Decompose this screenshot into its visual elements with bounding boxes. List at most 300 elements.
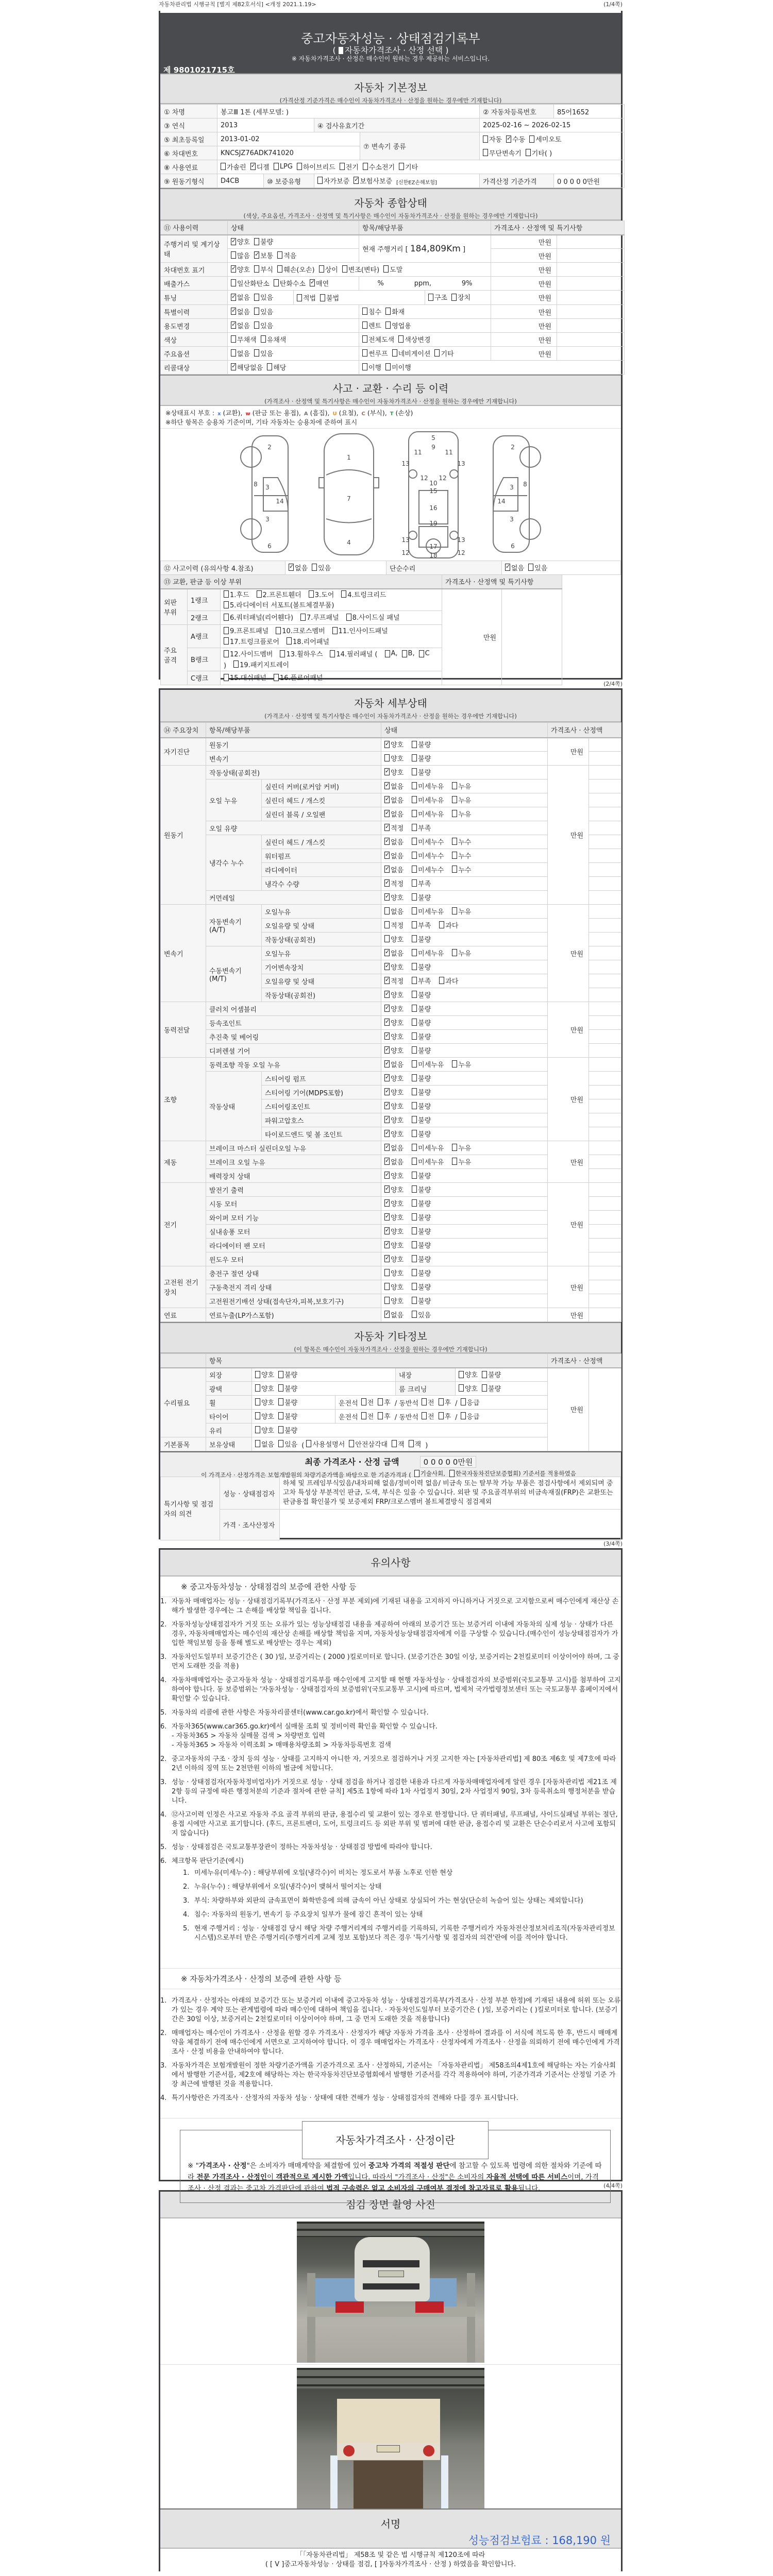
price-note[interactable] — [589, 1308, 621, 1322]
checkbox-option[interactable] — [452, 865, 471, 874]
price-note[interactable] — [557, 235, 625, 249]
price-note[interactable] — [589, 1155, 621, 1169]
checkbox-option[interactable] — [384, 1282, 404, 1292]
checkbox-option[interactable] — [254, 236, 273, 246]
checkbox-option[interactable] — [349, 1439, 388, 1449]
checkbox-option[interactable] — [384, 1045, 404, 1055]
checkbox-option[interactable] — [482, 1383, 501, 1393]
checkbox-option[interactable] — [231, 278, 270, 288]
checkbox-option[interactable] — [384, 1059, 404, 1069]
item-text: 특기사항란은 가격조사 · 산정자의 자동차 성능 · 상태에 대한 견해가 성능 · 상태점검자의 견해와 다를 경우 표시합니다. — [172, 2094, 518, 2102]
checkbox-label: 불량 — [418, 936, 431, 944]
checkbox-option[interactable] — [412, 1101, 431, 1111]
checkbox-option[interactable] — [384, 878, 404, 888]
price-note[interactable] — [589, 933, 621, 946]
price-note[interactable] — [589, 1169, 621, 1183]
checkbox-label: 기타 — [441, 350, 454, 358]
price-note[interactable] — [589, 1211, 621, 1225]
checkbox-label: 응급 — [466, 1399, 480, 1407]
price-note[interactable] — [589, 821, 621, 835]
checkbox-option[interactable] — [412, 1212, 431, 1222]
checkbox-icon — [233, 660, 239, 668]
checkbox-option[interactable] — [340, 162, 359, 172]
checkbox-option[interactable] — [384, 809, 404, 819]
checked-box-icon — [384, 768, 390, 775]
price-note[interactable] — [589, 1141, 621, 1155]
checkbox-option[interactable] — [341, 589, 386, 599]
checkbox-option[interactable] — [412, 878, 431, 888]
checkbox-option[interactable] — [224, 589, 249, 599]
checkbox-option[interactable] — [378, 1411, 391, 1421]
checkbox-option[interactable] — [274, 278, 306, 288]
checkbox-option[interactable] — [451, 292, 470, 302]
checkbox-option[interactable] — [414, 1469, 445, 1478]
price-note[interactable] — [589, 974, 621, 988]
checkbox-option[interactable] — [452, 837, 471, 846]
checkbox-option[interactable] — [385, 362, 411, 372]
checkbox-label: 없음 — [391, 1158, 404, 1166]
checkbox-option[interactable] — [384, 1018, 404, 1027]
checkbox-option[interactable] — [402, 650, 415, 657]
checkbox-option[interactable] — [412, 1282, 431, 1292]
price-note[interactable] — [502, 589, 562, 685]
price-note[interactable] — [589, 1030, 621, 1044]
checkbox-option[interactable] — [384, 1129, 404, 1139]
checkbox-option[interactable] — [461, 1397, 480, 1407]
checkbox-option[interactable] — [297, 162, 335, 172]
price-unit: 만원 — [442, 589, 502, 685]
price-note[interactable] — [589, 1099, 621, 1113]
checkbox-option[interactable] — [224, 600, 334, 609]
checkbox-option[interactable] — [362, 334, 394, 344]
checkbox-option[interactable] — [412, 739, 431, 749]
checkbox-option[interactable] — [528, 563, 547, 572]
checkbox-option[interactable] — [384, 1171, 404, 1180]
checkbox-option[interactable] — [412, 962, 431, 972]
checkbox-option[interactable] — [250, 162, 270, 172]
checkbox-option[interactable] — [412, 1157, 444, 1166]
checkbox-option[interactable] — [412, 753, 431, 763]
checkbox-option[interactable] — [428, 292, 447, 302]
price-note[interactable] — [557, 305, 625, 319]
sub-group-label: 오일 누유 — [206, 779, 262, 821]
checkbox-option[interactable] — [412, 920, 431, 930]
checkbox-label: 15.대쉬패널 — [230, 674, 266, 683]
checkbox-icon — [385, 321, 391, 329]
checkbox-option[interactable] — [231, 320, 250, 330]
checkbox-option[interactable] — [384, 1101, 404, 1111]
checkbox-option[interactable] — [412, 767, 431, 777]
checkbox-icon — [412, 768, 417, 775]
checkbox-option[interactable] — [412, 1018, 431, 1027]
checkbox-option[interactable] — [384, 934, 404, 944]
price-note[interactable] — [589, 807, 621, 821]
checkbox-option[interactable] — [434, 348, 453, 358]
checkbox-option[interactable] — [384, 1254, 404, 1264]
price-note[interactable] — [589, 1044, 621, 1058]
checkbox-option[interactable] — [361, 1397, 374, 1407]
checkbox-option[interactable] — [412, 1310, 431, 1319]
checkbox-option[interactable] — [306, 1439, 345, 1449]
checkbox-option[interactable] — [384, 1226, 404, 1236]
checkbox-option[interactable] — [254, 264, 273, 274]
checkbox-option[interactable] — [384, 1031, 404, 1041]
checkbox-option[interactable] — [409, 1439, 422, 1449]
checkbox-option[interactable] — [412, 1268, 431, 1278]
checkbox-option[interactable] — [309, 589, 334, 599]
checkbox-label: 후 — [444, 1399, 451, 1407]
checkbox-option[interactable] — [300, 612, 339, 622]
checkbox-option[interactable] — [274, 163, 293, 171]
price-note[interactable] — [589, 1368, 621, 1451]
checkbox-option[interactable] — [412, 1045, 431, 1055]
checkbox-option[interactable] — [319, 264, 338, 274]
item-label: 실린더 헤드 / 개스킷 — [262, 793, 381, 807]
checkbox-option[interactable] — [384, 1240, 404, 1250]
price-note[interactable] — [589, 1239, 621, 1252]
checkbox-option[interactable] — [231, 362, 263, 372]
checkbox-option[interactable] — [384, 1212, 404, 1222]
checkbox-option[interactable] — [231, 307, 250, 316]
checkbox-option[interactable] — [317, 176, 349, 185]
checked-box-icon — [506, 135, 511, 143]
checkbox-option[interactable] — [384, 795, 404, 805]
checkbox-option[interactable] — [362, 307, 381, 316]
section-title: 자동차 종합상태 — [354, 197, 427, 209]
checkbox-option[interactable] — [449, 1469, 576, 1478]
checkbox-option[interactable] — [412, 1296, 431, 1306]
checkbox-option[interactable] — [459, 1383, 478, 1393]
price-note[interactable] — [557, 291, 625, 305]
price-note[interactable] — [589, 1002, 621, 1016]
checkbox-option[interactable] — [278, 1439, 297, 1449]
checkbox-option[interactable] — [529, 134, 561, 144]
checkbox-option[interactable] — [392, 348, 431, 358]
checkbox-option[interactable] — [384, 1073, 404, 1083]
checkbox-option[interactable] — [363, 162, 395, 172]
checkbox-option[interactable] — [224, 672, 266, 682]
checkbox-option[interactable] — [361, 1411, 374, 1421]
price-note[interactable] — [589, 960, 621, 974]
checkbox-option[interactable] — [526, 148, 552, 158]
checkbox-option[interactable] — [412, 1031, 431, 1041]
item-state — [381, 988, 548, 1002]
checkbox-option[interactable] — [439, 1397, 451, 1407]
checkbox-option[interactable] — [384, 976, 404, 986]
price-note[interactable] — [589, 835, 621, 849]
checkbox-option[interactable] — [439, 1411, 451, 1421]
checkbox-option[interactable] — [384, 948, 404, 958]
checkbox-option[interactable] — [412, 823, 431, 833]
price-note[interactable] — [589, 779, 621, 793]
checkbox-option[interactable] — [378, 1397, 391, 1407]
checkbox-option[interactable] — [257, 589, 301, 599]
price-note[interactable] — [589, 766, 621, 779]
price-note[interactable] — [557, 319, 625, 333]
checkbox-option[interactable] — [310, 278, 329, 288]
checkbox-icon — [278, 1426, 283, 1433]
checkbox-option[interactable] — [483, 134, 502, 144]
price-note[interactable] — [589, 919, 621, 933]
checkbox-option[interactable] — [452, 906, 471, 916]
checkbox-option[interactable] — [384, 1310, 404, 1319]
checkbox-option[interactable] — [412, 837, 444, 846]
checkbox-option[interactable] — [289, 563, 308, 572]
checkbox-option[interactable] — [439, 920, 458, 930]
item-subline: - 자동차365 > 자동차 실매물 검색 > 차량번호 입력 — [172, 1732, 325, 1740]
checkbox-option[interactable] — [320, 293, 339, 302]
checkbox-option[interactable] — [398, 334, 430, 344]
checkbox-option[interactable] — [224, 625, 268, 635]
checkbox-option[interactable] — [412, 1184, 431, 1194]
checkbox-option[interactable] — [255, 1397, 274, 1407]
checkbox-option[interactable] — [412, 865, 444, 874]
checkbox-option[interactable] — [412, 1004, 431, 1013]
checkbox-option[interactable] — [505, 563, 524, 572]
checkbox-option[interactable] — [412, 892, 431, 902]
checkbox-option[interactable] — [384, 1143, 404, 1153]
price-note[interactable] — [589, 849, 621, 863]
price-note[interactable] — [589, 1072, 621, 1086]
checkbox-option[interactable] — [384, 1268, 404, 1278]
checkbox-filled-icon[interactable] — [339, 47, 343, 54]
checkbox-option[interactable] — [384, 851, 404, 860]
price-note[interactable] — [589, 752, 621, 766]
checkbox-option[interactable] — [354, 176, 392, 185]
price-note[interactable] — [589, 738, 621, 752]
checkbox-option[interactable] — [231, 348, 250, 358]
checkbox-option[interactable] — [412, 976, 431, 986]
checkbox-option[interactable] — [412, 1059, 444, 1069]
checkbox-option[interactable] — [274, 672, 323, 682]
checkbox-option[interactable] — [254, 307, 273, 316]
checkbox-option[interactable] — [231, 250, 250, 260]
checkbox-option[interactable] — [384, 767, 404, 777]
price-note[interactable] — [589, 1266, 621, 1280]
checkbox-option[interactable] — [384, 1004, 404, 1013]
checkbox-option[interactable] — [422, 1397, 434, 1407]
checkbox-option[interactable] — [330, 649, 377, 658]
price-note[interactable] — [557, 277, 625, 291]
table-row — [161, 1002, 621, 1016]
checkbox-option[interactable] — [452, 948, 471, 958]
checkbox-option[interactable] — [412, 1073, 431, 1083]
checkbox-option[interactable] — [452, 781, 471, 791]
checkbox-option[interactable] — [254, 250, 273, 260]
price-note[interactable] — [557, 263, 625, 277]
checkbox-option[interactable] — [385, 650, 398, 657]
checkbox-option[interactable] — [231, 334, 257, 344]
checkbox-option[interactable] — [384, 1115, 404, 1125]
checkbox-option[interactable] — [412, 934, 431, 944]
checkbox-option[interactable] — [255, 1425, 274, 1435]
checkbox-option[interactable] — [452, 1059, 471, 1069]
checkbox-option[interactable] — [384, 920, 404, 930]
price-note[interactable] — [589, 1113, 621, 1127]
checkbox-option[interactable] — [384, 837, 404, 846]
checkbox-option[interactable] — [412, 1171, 431, 1180]
checkbox-icon — [378, 1398, 383, 1405]
price-note[interactable] — [589, 1294, 621, 1308]
checkbox-option[interactable] — [224, 636, 279, 646]
checkbox-option[interactable] — [384, 1198, 404, 1208]
checkbox-label: 양호 — [391, 755, 404, 763]
price-note[interactable] — [589, 877, 621, 891]
checkbox-option[interactable] — [221, 162, 246, 172]
checkbox-option[interactable] — [254, 292, 273, 302]
checkbox-label: 불량 — [418, 1242, 431, 1250]
checkbox-option[interactable] — [412, 906, 444, 916]
checkbox-label: 없음 — [391, 1061, 404, 1069]
checkbox-option[interactable] — [224, 649, 273, 658]
checkbox-option[interactable] — [452, 1157, 471, 1166]
column-header: 가격조사 · 산정액 — [548, 723, 621, 738]
checkbox-option[interactable] — [412, 1143, 444, 1153]
checkbox-option[interactable] — [278, 1383, 297, 1393]
checkbox-option[interactable] — [392, 1439, 405, 1449]
checkbox-option[interactable] — [255, 1383, 274, 1393]
checkbox-option[interactable] — [384, 906, 404, 916]
price-note[interactable] — [589, 1086, 621, 1099]
checkbox-option[interactable] — [267, 362, 286, 372]
checkbox-option[interactable] — [412, 1198, 431, 1208]
checkbox-option[interactable] — [412, 1226, 431, 1236]
checked-box-icon — [231, 294, 236, 301]
checkbox-option[interactable] — [362, 348, 388, 358]
registration-number: 85어1652 — [554, 105, 625, 118]
checkbox-option[interactable] — [254, 320, 273, 330]
checkbox-option[interactable] — [412, 795, 444, 805]
price-note[interactable] — [589, 1252, 621, 1266]
first-registration: 2013-01-02 — [217, 132, 360, 146]
checkbox-option[interactable] — [297, 293, 316, 302]
label: ③ 연식 — [161, 118, 217, 132]
checkbox-option[interactable] — [384, 1184, 404, 1194]
checkbox-option[interactable] — [412, 1254, 431, 1264]
checkbox-option[interactable] — [482, 1369, 501, 1379]
checkbox-option[interactable] — [439, 976, 458, 986]
checkbox-option[interactable] — [412, 1240, 431, 1250]
price-note[interactable] — [589, 946, 621, 960]
checkbox-option[interactable] — [278, 1411, 297, 1421]
price-note[interactable] — [589, 863, 621, 877]
checkbox-option[interactable] — [233, 659, 289, 669]
checkbox-option[interactable] — [384, 781, 404, 791]
price-note[interactable] — [589, 1225, 621, 1239]
checkbox-option[interactable] — [412, 990, 431, 999]
checkbox-option[interactable] — [254, 348, 273, 358]
checkbox-option[interactable] — [452, 851, 471, 860]
checkbox-option[interactable] — [459, 1369, 478, 1379]
checkbox-option[interactable] — [362, 320, 381, 330]
checkbox-option[interactable] — [412, 851, 444, 860]
checkbox-option[interactable] — [461, 1411, 480, 1421]
checkbox-option[interactable] — [419, 650, 430, 657]
checkbox-label: 불량 — [284, 1371, 298, 1379]
checkbox-option[interactable] — [362, 362, 381, 372]
price-note[interactable] — [589, 1197, 621, 1211]
checkbox-option[interactable] — [383, 264, 402, 274]
checkbox-option[interactable] — [385, 307, 405, 316]
checkbox-option[interactable] — [384, 739, 404, 749]
checkbox-option[interactable] — [384, 1087, 404, 1097]
checkbox-option[interactable] — [231, 236, 250, 246]
checkbox-option[interactable] — [231, 292, 250, 302]
price-note[interactable] — [589, 1058, 621, 1072]
checkbox-option[interactable] — [412, 809, 444, 819]
checkbox-option[interactable] — [277, 264, 314, 274]
checkbox-option[interactable] — [412, 781, 444, 791]
checkbox-option[interactable] — [384, 990, 404, 999]
checkbox-option[interactable] — [412, 948, 444, 958]
checkbox-option[interactable] — [452, 795, 471, 805]
checkbox-option[interactable] — [412, 1129, 431, 1139]
price-note[interactable] — [589, 891, 621, 905]
checkbox-option[interactable] — [276, 625, 325, 635]
checkbox-option[interactable] — [422, 1411, 434, 1421]
price-note[interactable] — [557, 333, 625, 347]
checkbox-option[interactable] — [255, 1439, 274, 1449]
checkbox-option[interactable] — [399, 162, 418, 172]
price-note[interactable] — [589, 1280, 621, 1294]
checkbox-option[interactable] — [312, 563, 331, 572]
checkbox-option[interactable] — [384, 753, 404, 763]
inspection-photo-rear[interactable] — [297, 2368, 484, 2509]
checkbox-option[interactable] — [385, 320, 411, 330]
checkbox-option[interactable] — [261, 334, 287, 344]
checkbox-option[interactable] — [287, 636, 329, 646]
left-side-window — [263, 478, 288, 511]
checkbox-option[interactable] — [278, 1369, 297, 1379]
checkbox-option[interactable] — [332, 625, 388, 635]
checkbox-option[interactable] — [278, 1425, 297, 1435]
checkbox-option[interactable] — [280, 649, 323, 658]
checkbox-option[interactable] — [506, 134, 525, 144]
checkbox-option[interactable] — [384, 892, 404, 902]
checkbox-option[interactable] — [342, 264, 379, 274]
price-note[interactable] — [589, 988, 621, 1002]
checkbox-option[interactable] — [255, 1369, 274, 1379]
checkbox-option[interactable] — [483, 148, 522, 158]
checkbox-option[interactable] — [384, 1296, 404, 1306]
checkbox-option[interactable] — [231, 264, 250, 274]
checkbox-option[interactable] — [384, 823, 404, 833]
inspection-photo-front[interactable] — [297, 2222, 484, 2363]
checkbox-option[interactable] — [452, 809, 471, 819]
checkbox-option[interactable] — [452, 1143, 471, 1153]
price-note[interactable] — [557, 347, 625, 361]
checkbox-option[interactable] — [278, 1397, 297, 1407]
checkbox-option[interactable] — [224, 612, 293, 622]
checkbox-option[interactable] — [412, 1115, 431, 1125]
emission-hc: ppm, — [414, 279, 431, 287]
checkbox-label: 잭 — [398, 1440, 405, 1449]
checkbox-option[interactable] — [412, 1087, 431, 1097]
checkbox-option[interactable] — [277, 250, 296, 260]
price-note[interactable] — [589, 905, 621, 919]
price-note[interactable] — [589, 1016, 621, 1030]
price-note[interactable] — [557, 249, 625, 263]
checkbox-option[interactable] — [384, 962, 404, 972]
checkbox-option[interactable] — [384, 1157, 404, 1166]
checkbox-option[interactable] — [346, 612, 400, 622]
checkbox-option[interactable] — [384, 865, 404, 874]
price-note[interactable] — [589, 793, 621, 807]
checkbox-option[interactable] — [255, 1411, 274, 1421]
price-note[interactable] — [589, 1127, 621, 1141]
row-label: 차대번호 표기 — [161, 263, 228, 277]
price-note[interactable] — [589, 1183, 621, 1197]
